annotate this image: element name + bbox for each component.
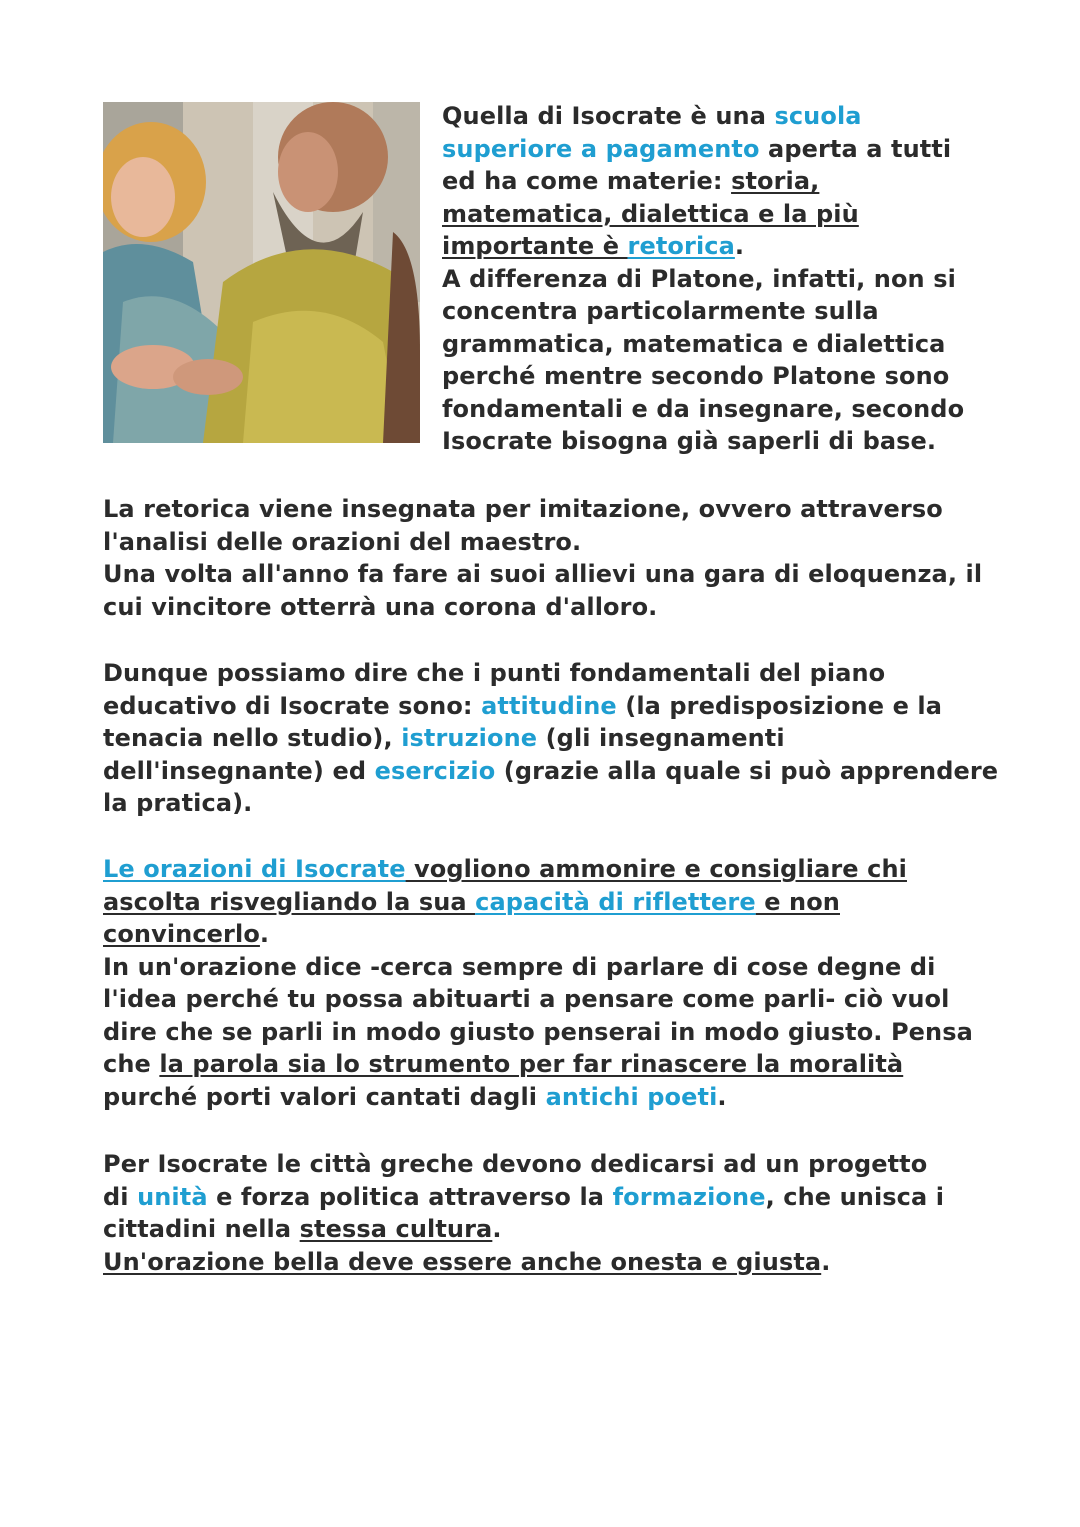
highlight-retorica: retorica — [627, 232, 735, 260]
line — [103, 886, 973, 919]
line: grammatica, matematica e dialettica — [442, 329, 946, 358]
line: Isocrate bisogna già saperli di base. — [442, 427, 937, 455]
text: cittadini nella — [103, 1215, 300, 1243]
line — [103, 1246, 944, 1279]
line: Dunque possiamo dire che i punti fondamentali del piano — [103, 659, 886, 687]
text: (grazie alla quale si può apprendere — [495, 756, 999, 785]
underlined-text: Un'orazione bella deve essere anche onesta e giusta — [103, 1247, 822, 1276]
underlined-subjects: importante è — [442, 232, 628, 260]
highlight-formazione: formazione — [612, 1182, 766, 1211]
text: ed ha come materie: — [442, 167, 732, 195]
highlight-poeti: antichi poeti — [545, 1082, 718, 1111]
line: cui vincitore otterrà una corona d'alloro. — [103, 592, 658, 621]
text: purché porti valori cantati dagli — [103, 1082, 546, 1111]
underlined-text: ascolta risvegliando la sua — [103, 887, 476, 916]
educational-plan-paragraph — [103, 657, 998, 820]
underlined-subjects: matematica, dialettica e la più — [442, 199, 859, 228]
line: l'idea perché tu possa abituarti a pensare come parli- ciò vuol — [103, 985, 950, 1013]
line: A differenza di Platone, infatti, non si — [442, 264, 956, 293]
politics-paragraph — [103, 1148, 944, 1278]
line: Una volta all'anno fa fare ai suoi allievi una gara di eloquenza, il — [103, 560, 983, 588]
line: l'analisi delle orazioni del maestro. — [103, 527, 582, 556]
line: dire che se parli in modo giusto penserai in modo giusto. Pensa — [103, 1017, 973, 1046]
text: aperta a tutti — [759, 134, 952, 163]
text: . — [259, 920, 270, 948]
line — [103, 918, 973, 951]
line — [103, 1181, 944, 1214]
text: tenacia nello studio), — [103, 724, 402, 752]
underlined-subjects: storia, — [731, 167, 820, 195]
line — [442, 230, 1002, 263]
painting-illustration — [103, 102, 420, 443]
text: e forza politica attraverso la — [207, 1182, 613, 1211]
line — [103, 755, 998, 788]
text: dell'insegnante) ed — [103, 756, 375, 785]
orations-paragraph — [103, 853, 973, 1113]
line: la pratica). — [103, 789, 253, 817]
underlined-text: la parola sia lo strumento per far rinascere la moralità — [159, 1050, 904, 1078]
line — [103, 1081, 973, 1114]
text: , che unisca i — [765, 1182, 945, 1211]
line: Per Isocrate le città greche devono dedicarsi ad un progetto — [103, 1150, 928, 1178]
highlight-unita: unità — [137, 1182, 208, 1211]
line — [103, 722, 998, 755]
line — [103, 1048, 973, 1081]
highlight-esercizio: esercizio — [374, 756, 496, 785]
line — [442, 133, 1002, 166]
text: (la predisposizione e la — [616, 691, 943, 720]
line — [103, 853, 973, 886]
highlight-pagamento: superiore a pagamento — [442, 134, 760, 163]
line: La retorica viene insegnata per imitazione, ovvero attraverso — [103, 495, 943, 523]
text: . — [734, 232, 745, 260]
underlined-text: e non — [755, 887, 840, 916]
text: Quella di Isocrate è una — [442, 102, 775, 130]
intro-paragraph — [442, 100, 1002, 458]
highlight-riflettere: capacità di riflettere — [475, 887, 756, 916]
line: perché mentre secondo Platone sono — [442, 362, 950, 390]
underlined-text: convincerlo — [103, 920, 260, 948]
text: educativo di Isocrate sono: — [103, 691, 482, 720]
text: (gli insegnamenti — [537, 724, 785, 752]
highlight-scuola: scuola — [774, 102, 862, 130]
line: concentra particolarmente sulla — [442, 297, 879, 325]
highlight-attitudine: attitudine — [481, 691, 617, 720]
underlined-text: stessa cultura — [299, 1215, 493, 1243]
text: di — [103, 1182, 138, 1211]
text: . — [821, 1247, 831, 1276]
text: che — [103, 1050, 160, 1078]
line — [103, 690, 998, 723]
line: fondamentali e da insegnare, secondo — [442, 394, 965, 423]
highlight-istruzione: istruzione — [401, 724, 538, 752]
socrates-painting — [103, 102, 420, 443]
underlined-text: vogliono ammonire e consigliare chi — [405, 855, 907, 883]
text: . — [717, 1082, 727, 1111]
line — [442, 100, 1002, 133]
line — [442, 165, 1002, 198]
line — [103, 1213, 944, 1246]
line: In un'orazione dice -cerca sempre di parlare di cose degne di — [103, 952, 936, 981]
highlight-orazioni: Le orazioni di Isocrate — [103, 855, 406, 883]
text: . — [492, 1215, 502, 1243]
rhetoric-paragraph — [103, 493, 982, 623]
